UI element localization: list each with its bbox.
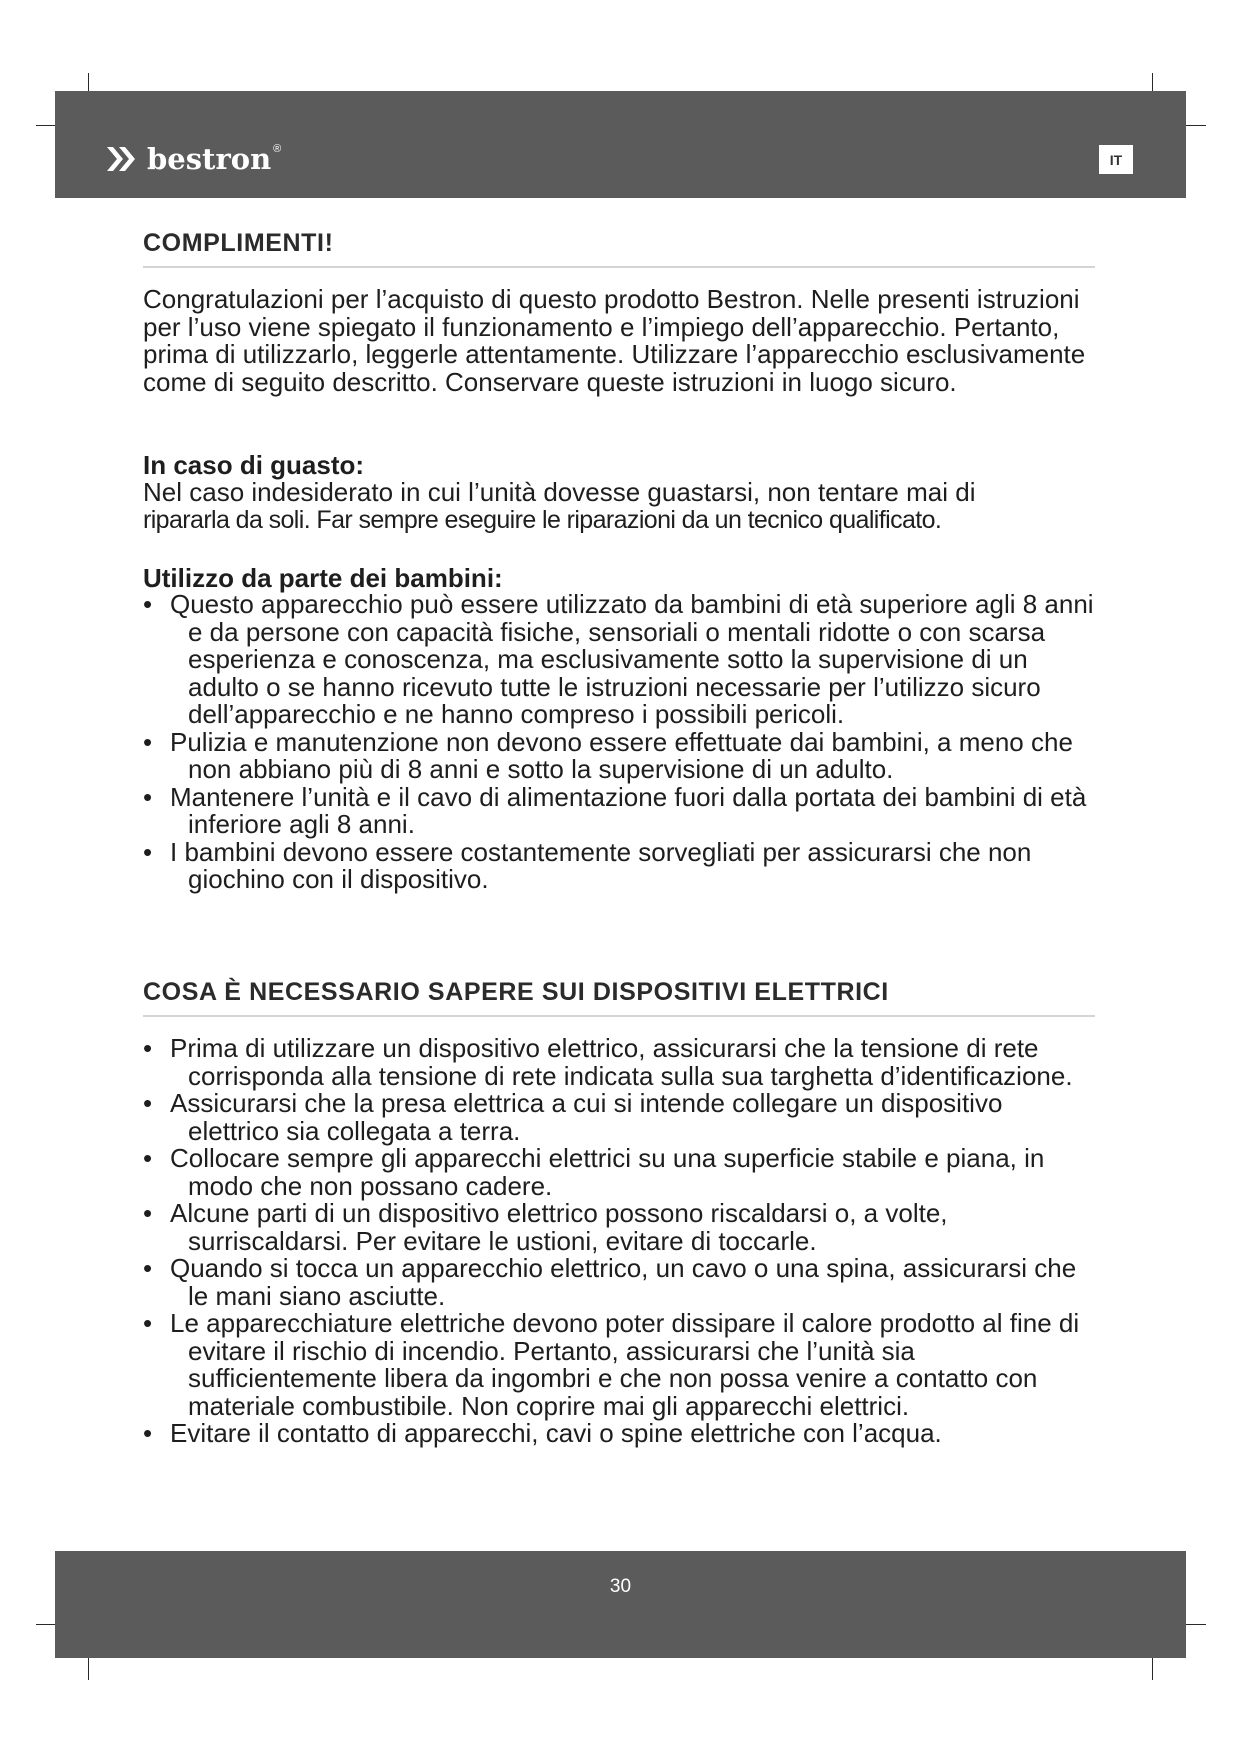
intro-paragraph: Congratulazioni per l’acquisto di questo prodotto Bestron. Nelle presenti istruzioni per l’uso viene spiegato il funzionamento e l’impiego dell’apparecchio. Pertanto, prima di utilizzarlo, leggerle attentamente. Utilizzare l’apparecchio esclusivamente come di seguito descritto. Conservare queste istruzioni in luogo sicuro. xyxy=(143,284,1086,397)
electrical-safety-list xyxy=(143,1035,1098,1448)
list-item: • Collocare sempre gli apparecchi elettrici su una superficie stabile e piana, in modo che non possano cadere. xyxy=(143,1143,1045,1201)
list-item: • I bambini devono essere costantemente sorvegliati per assicurarsi che non giochino con il dispositivo. xyxy=(143,836,1032,894)
list-item: • Evitare il contatto di apparecchi, cavi o spine elettriche con l’acqua. xyxy=(143,1418,942,1448)
list-item: • Quando si tocca un apparecchio elettrico, un cavo o una spina, assicurarsi che le mani siano asciutte. xyxy=(143,1253,1077,1311)
children-heading: Utilizzo da parte dei bambini: xyxy=(143,563,503,593)
list-item: • Assicurarsi che la presa elettrica a cui si intende collegare un dispositivo elettrico sia collegata a terra. xyxy=(143,1088,1003,1146)
fault-text-line-1: Nel caso indesiderato in cui l’unità dovesse guastarsi, non tentare mai di xyxy=(143,477,976,507)
title-divider xyxy=(143,266,1095,268)
list-item: • Le apparecchiature elettriche devono poter dissipare il calore prodotto al fine di evitare il rischio di incendio. Pertanto, assicurarsi che l’unità sia sufficientemente libera da ingombri e che non possa venire a contatto con materiale combustibile. Non coprire mai gli apparecchi elettrici. xyxy=(143,1308,1080,1421)
registered-mark: ® xyxy=(273,143,282,155)
fault-text-line-2: ripararla da soli. Far sempre eseguire le riparazioni da un tecnico qualificato. xyxy=(143,506,942,534)
list-item: • Prima di utilizzare un dispositivo elettrico, assicurarsi che la tensione di rete corrisponda alla tensione di rete indicata sulla sua targhetta d’identificazione. xyxy=(143,1033,1073,1091)
list-item: • Questo apparecchio può essere utilizzato da bambini di età superiore agli 8 anni e da persone con capacità fisiche, sensoriali o mentali ridotte o con scarsa esperienza e conoscenza, ma esclusivamente sotto la supervisione di un adulto o se hanno ricevuto tutte le istruzioni necessarie per l’utilizzo sicuro dell’apparecchio e ne hanno compreso i possibili pericoli. xyxy=(143,589,1094,729)
header-bar xyxy=(55,91,1186,198)
brand-logo xyxy=(105,139,281,179)
title-divider xyxy=(143,1015,1095,1017)
list-item: • Mantenere l’unità e il cavo di alimentazione fuori dalla portata dei bambini di età inferiore agli 8 anni. xyxy=(143,781,1087,839)
list-item: • Pulizia e manutenzione non devono essere effettuate dai bambini, a meno che non abbiano più di 8 anni e sotto la supervisione di un adulto. xyxy=(143,726,1073,784)
language-badge: IT xyxy=(1099,145,1133,174)
page-number: 30 xyxy=(609,1576,632,1597)
list-item: • Alcune parti di un dispositivo elettrico possono riscaldarsi o, a volte, surriscaldarsi. Per evitare le ustioni, evitare di toccarle. xyxy=(143,1198,948,1256)
section-title-compliments: COMPLIMENTI! xyxy=(143,229,334,257)
section-title-electrical: COSA È NECESSARIO SAPERE SUI DISPOSITIVI ELETTRICI xyxy=(143,978,889,1006)
footer-bar xyxy=(55,1551,1186,1658)
children-list xyxy=(143,591,1098,894)
brand-name: bestron xyxy=(147,141,272,176)
fault-heading: In caso di guasto: xyxy=(143,450,365,480)
chevron-logo-icon xyxy=(105,143,141,175)
